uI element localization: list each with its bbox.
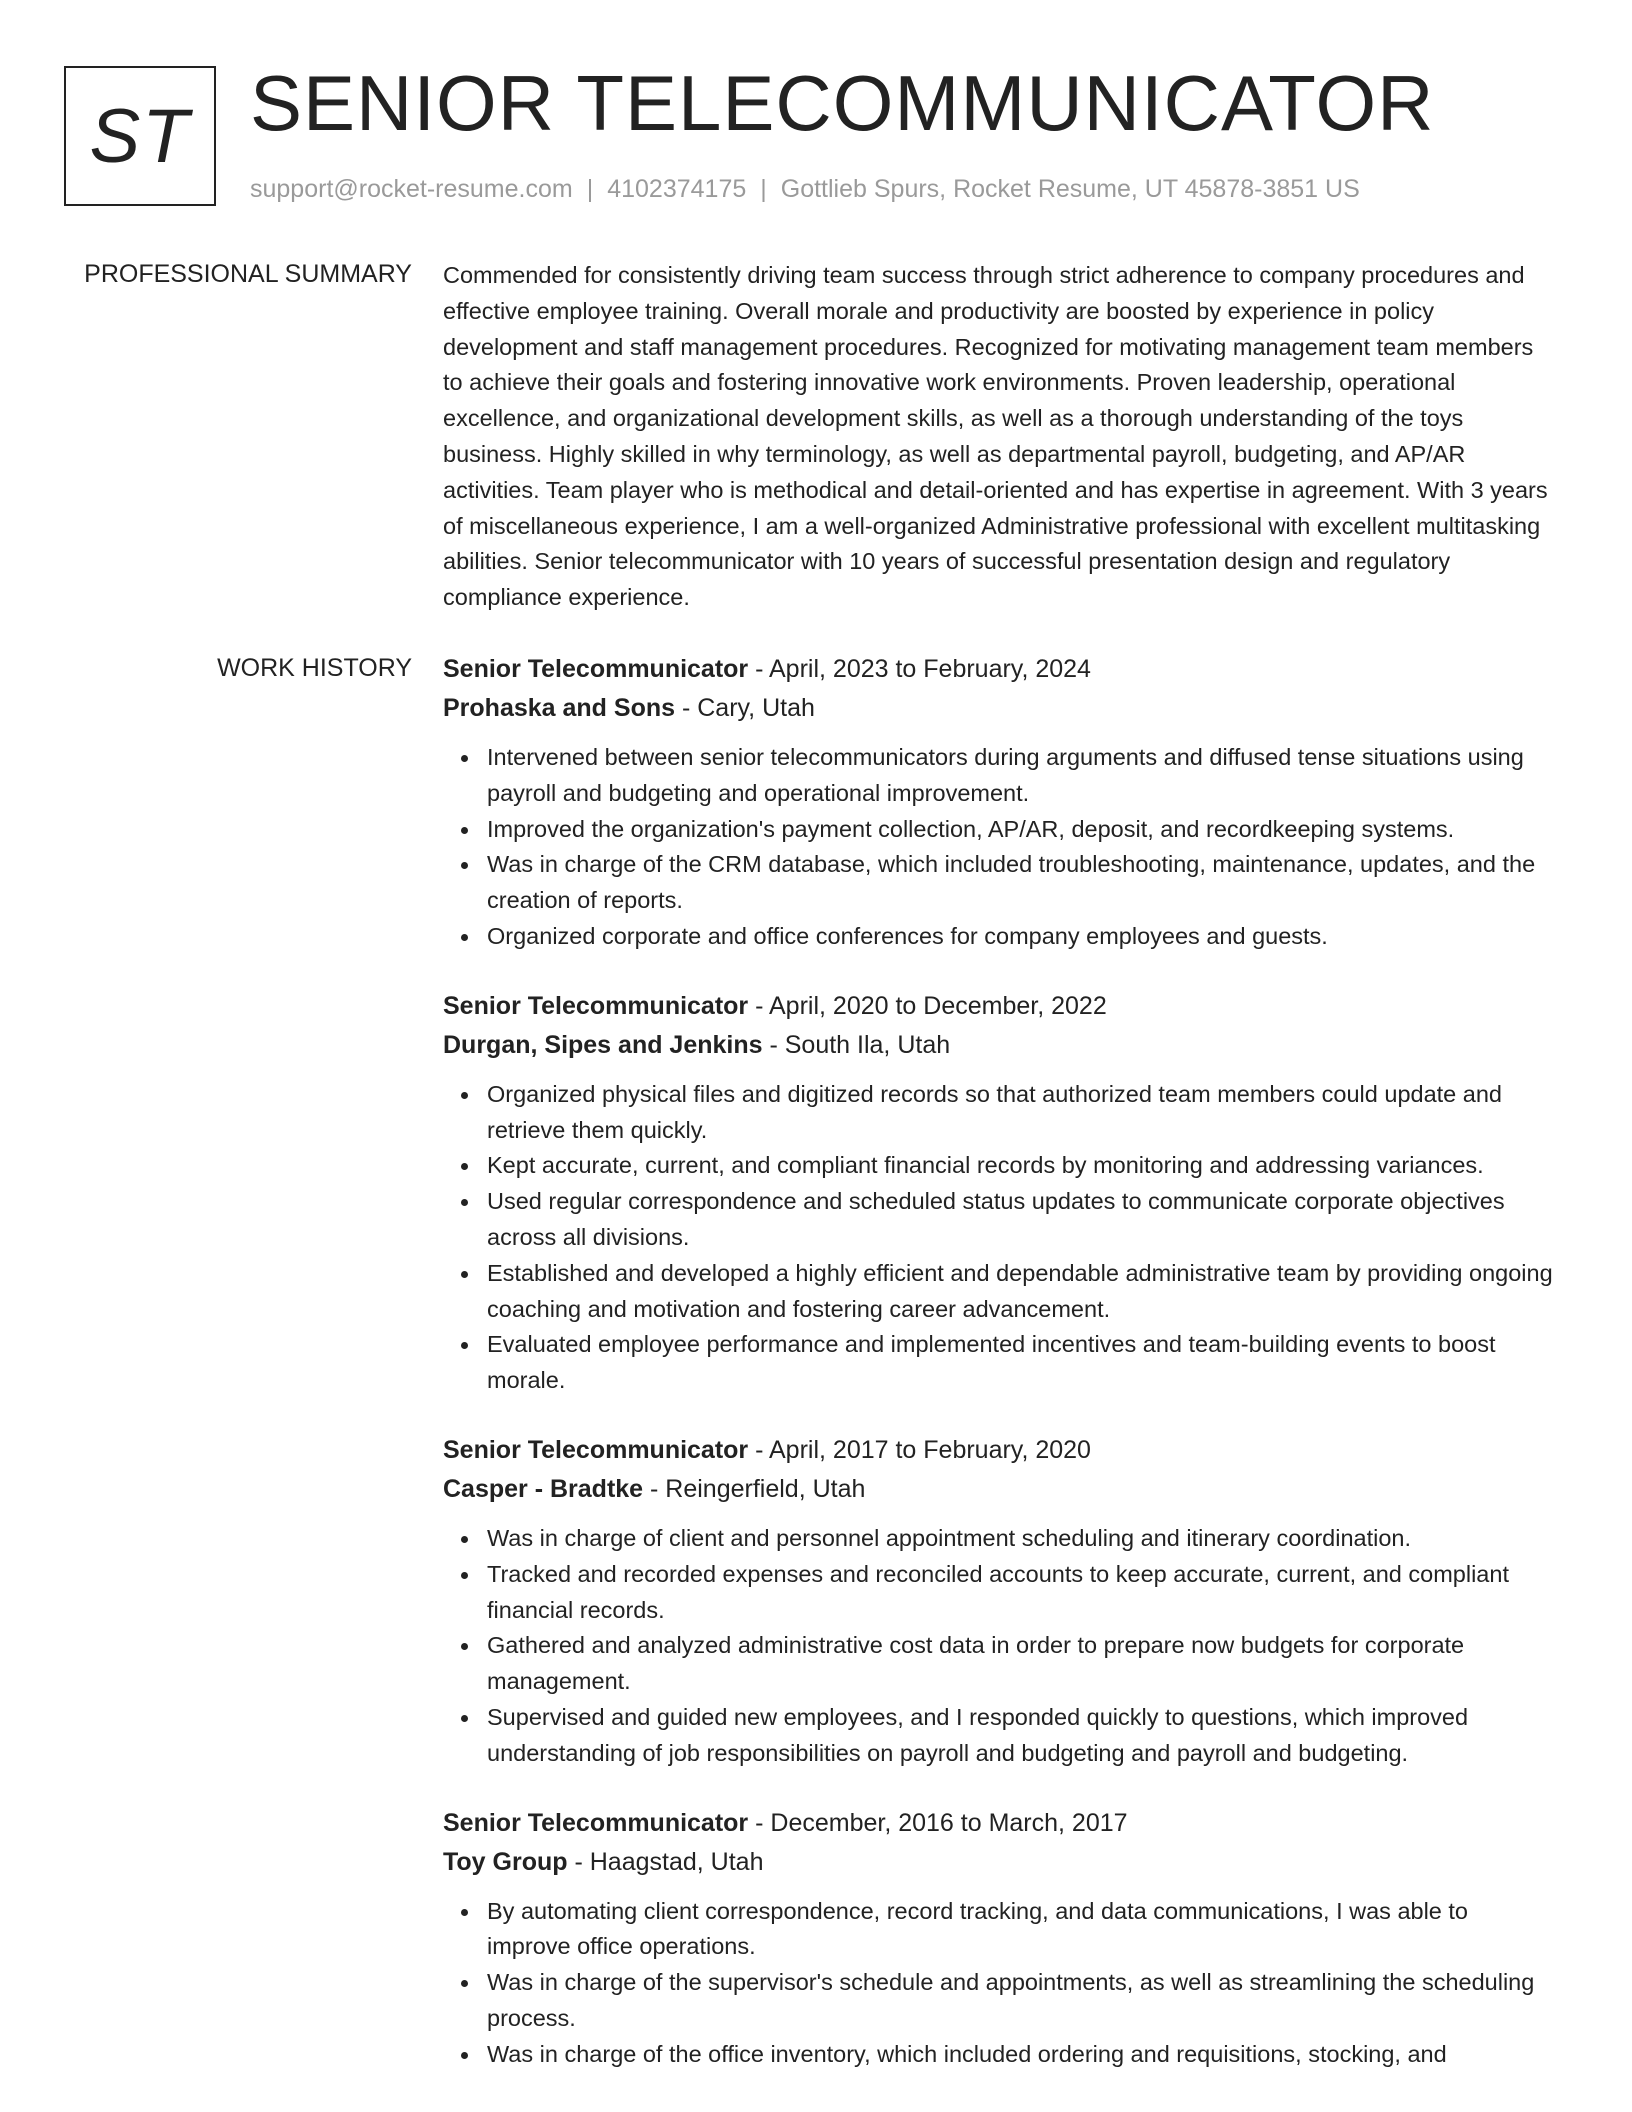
job-title: Senior Telecommunicator xyxy=(443,991,749,1020)
job-bullet-list xyxy=(443,1894,1553,2073)
job-location: - Reingerfield, Utah xyxy=(643,1474,866,1503)
job-company: Durgan, Sipes and Jenkins xyxy=(443,1030,763,1059)
job-title: Senior Telecommunicator xyxy=(443,1435,749,1464)
monogram-badge xyxy=(64,66,216,206)
job-bullet-list xyxy=(443,740,1553,955)
list-item: Was in charge of the CRM database, which included troubleshooting, maintenance, updates, and the creation of reports. xyxy=(487,847,1553,919)
work-history-body xyxy=(443,650,1553,2073)
job-dates: - December, 2016 to March, 2017 xyxy=(748,1808,1128,1837)
list-item: Improved the organization's payment collection, AP/AR, deposit, and recordkeeping systems. xyxy=(487,812,1553,848)
list-item: Organized corporate and office conferences for company employees and guests. xyxy=(487,919,1553,955)
contact-separator: | xyxy=(586,175,594,203)
list-item: Was in charge of client and personnel appointment scheduling and itinerary coordination. xyxy=(487,1521,1553,1557)
section-label-work-history: WORK HISTORY xyxy=(217,654,412,682)
job-location: - South Ila, Utah xyxy=(762,1030,951,1059)
job-title-line xyxy=(443,987,1553,1026)
job-title: Senior Telecommunicator xyxy=(443,1808,749,1837)
job-title-line xyxy=(443,1804,1553,1843)
job-company-line xyxy=(443,1026,1553,1065)
job-bullet-list xyxy=(443,1521,1553,1772)
job-dates: - April, 2023 to February, 2024 xyxy=(748,655,1091,683)
list-item: Kept accurate, current, and compliant financial records by monitoring and addressing variances. xyxy=(487,1148,1553,1184)
list-item: Used regular correspondence and scheduled status updates to communicate corporate objectives across all divisions. xyxy=(487,1184,1553,1256)
contact-separator: | xyxy=(760,175,767,203)
job-title-line xyxy=(443,1431,1553,1470)
list-item: Gathered and analyzed administrative cost data in order to prepare now budgets for corporate management. xyxy=(487,1628,1553,1700)
contact-address: Gottlieb Spurs, Rocket Resume, UT 45878-3851 US xyxy=(780,175,1360,203)
page-title: SENIOR TELECOMMUNICATOR xyxy=(250,59,1435,147)
job-location: - Haagstad, Utah xyxy=(567,1847,764,1876)
list-item: By automating client correspondence, record tracking, and data communications, I was able to improve office operations. xyxy=(487,1894,1553,1966)
job-entry xyxy=(443,987,1553,1399)
list-item: Tracked and recorded expenses and reconciled accounts to keep accurate, current, and compliant financial records. xyxy=(487,1557,1553,1629)
job-company: Prohaska and Sons xyxy=(443,694,676,722)
job-entry xyxy=(443,650,1553,955)
summary-text: Commended for consistently driving team success through strict adherence to company procedures and effective employee training. Overall morale and productivity are boosted by experience in policy development and staff management procedures. Recognized for motivating management team members to achieve their goals and fostering innovative work environments. Proven leadership, operational excellence, and organizational development skills, as well as a thorough understanding of the toys business. Highly skilled in why terminology, as well as departmental payroll, budgeting, and AP/AR activities. Team player who is methodical and detail-oriented and has expertise in agreement. With 3 years of miscellaneous experience, I am a well-organized Administrative professional with excellent multitasking abilities. Senior telecommunicator with 10 years of successful presentation design and regulatory compliance experience. xyxy=(443,262,1548,611)
job-dates: - April, 2017 to February, 2020 xyxy=(748,1435,1091,1464)
section-label-summary: PROFESSIONAL SUMMARY xyxy=(84,260,412,288)
list-item: Organized physical files and digitized records so that authorized team members could update and retrieve them quickly. xyxy=(487,1077,1553,1149)
job-company: Casper - Bradtke xyxy=(443,1474,644,1503)
job-entry xyxy=(443,1804,1553,2073)
contact-phone: 4102374175 xyxy=(607,175,747,203)
job-company-line xyxy=(443,1470,1553,1509)
list-item: Was in charge of the supervisor's schedule and appointments, as well as streamlining the scheduling process. xyxy=(487,1965,1553,2037)
job-company-line xyxy=(443,1843,1553,1882)
job-dates: - April, 2020 to December, 2022 xyxy=(748,991,1107,1020)
job-company: Toy Group xyxy=(443,1847,568,1876)
contact-email: support@rocket-resume.com xyxy=(250,175,573,203)
job-bullet-list xyxy=(443,1077,1553,1399)
job-title-line xyxy=(443,650,1553,689)
job-company-line xyxy=(443,689,1553,728)
job-title: Senior Telecommunicator xyxy=(443,655,749,683)
job-entry xyxy=(443,1431,1553,1772)
summary-body xyxy=(443,258,1553,616)
monogram-initials: ST xyxy=(89,93,191,179)
contact-line xyxy=(250,175,1360,204)
list-item: Was in charge of the office inventory, which included ordering and requisitions, stocking, and xyxy=(487,2037,1553,2073)
job-location: - Cary, Utah xyxy=(675,694,815,722)
list-item: Evaluated employee performance and implemented incentives and team-building events to boost morale. xyxy=(487,1327,1553,1399)
list-item: Intervened between senior telecommunicators during arguments and diffused tense situations using payroll and budgeting and operational improvement. xyxy=(487,740,1553,812)
list-item: Supervised and guided new employees, and I responded quickly to questions, which improved understanding of job responsibilities on payroll and budgeting and payroll and budgeting. xyxy=(487,1700,1553,1772)
list-item: Established and developed a highly efficient and dependable administrative team by providing ongoing coaching and motivation and fostering career advancement. xyxy=(487,1256,1553,1328)
